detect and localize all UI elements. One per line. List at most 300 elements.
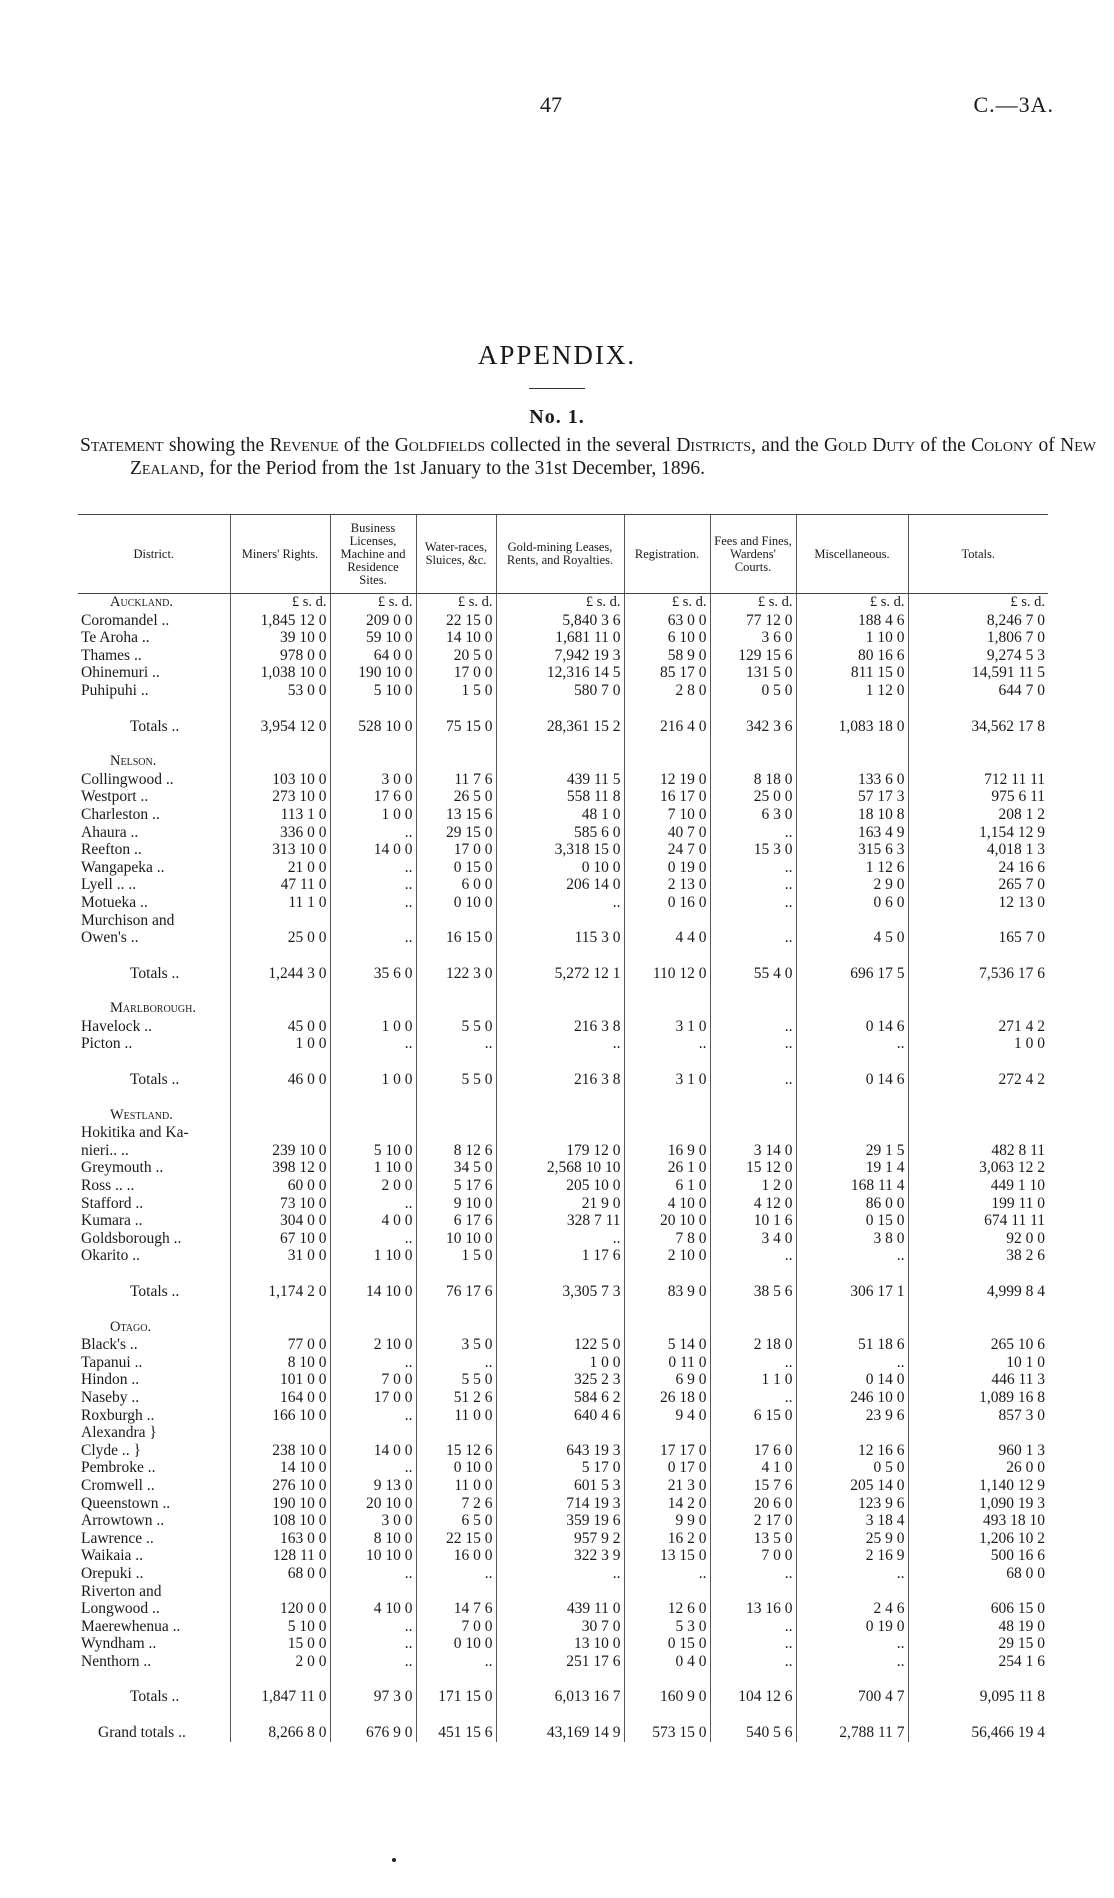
amount-cell: 0 10 0 — [496, 859, 624, 877]
amount-cell: 58 9 0 — [624, 647, 710, 665]
district-cell: Kumara .. — [81, 1212, 143, 1230]
amount-cell — [416, 912, 496, 930]
amount-cell: 0 10 0 — [416, 1459, 496, 1477]
district-cell: Tapanui .. — [81, 1353, 143, 1371]
amount-cell: .. — [796, 1035, 908, 1053]
amount-cell: 15 12 0 — [710, 1159, 796, 1177]
amount-cell: 5 10 0 — [330, 1142, 416, 1160]
amount-cell: 960 1 3 — [908, 1442, 1048, 1460]
amount-cell: 14 0 0 — [330, 1442, 416, 1460]
amount-cell: 19 1 4 — [796, 1159, 908, 1177]
amount-cell: .. — [330, 1618, 416, 1636]
amount-cell: 3 6 0 — [710, 629, 796, 647]
district-cell: Totals .. — [130, 1071, 180, 1089]
unit-cell: £ s. d. — [496, 594, 624, 612]
amount-cell: 9,274 5 3 — [908, 647, 1048, 665]
column-header: District. — [78, 515, 230, 594]
amount-cell: 0 4 0 — [624, 1653, 710, 1671]
amount-cell: 11 0 0 — [416, 1407, 496, 1425]
units-row — [78, 594, 1048, 612]
district-cell: Ohinemuri .. — [81, 664, 160, 682]
amount-cell: 216 3 8 — [496, 1018, 624, 1036]
amount-cell: 63 0 0 — [624, 612, 710, 630]
amount-cell — [496, 1124, 624, 1142]
amount-cell: 0 5 0 — [710, 682, 796, 700]
table-row — [78, 1547, 1048, 1565]
district-cell: Ross .. .. — [81, 1177, 135, 1195]
amount-cell: .. — [710, 894, 796, 912]
amount-cell: 21 9 0 — [496, 1195, 624, 1213]
amount-cell: 163 4 9 — [796, 824, 908, 842]
table-row — [78, 1512, 1048, 1530]
amount-cell: 2 9 0 — [796, 876, 908, 894]
amount-cell: 2,568 10 10 — [496, 1159, 624, 1177]
amount-cell: 1,244 3 0 — [230, 965, 330, 983]
table-row — [78, 1442, 1048, 1460]
column-header: Gold-mining Leases, Rents, and Royalties. — [496, 515, 624, 594]
amount-cell: 0 10 0 — [416, 1635, 496, 1653]
amount-cell: .. — [710, 1035, 796, 1053]
amount-cell: 3 1 0 — [624, 1071, 710, 1089]
amount-cell: 1,140 12 9 — [908, 1477, 1048, 1495]
amount-cell: 342 3 6 — [710, 718, 796, 736]
section-heading: Westland. — [110, 1106, 173, 1123]
unit-cell: £ s. d. — [710, 594, 796, 612]
amount-cell: 714 19 3 — [496, 1495, 624, 1513]
amount-cell: .. — [710, 1247, 796, 1265]
amount-cell: 2 8 0 — [624, 682, 710, 700]
table-row — [78, 1653, 1048, 1671]
totals-row — [78, 718, 1048, 736]
amount-cell: 38 5 6 — [710, 1283, 796, 1301]
table-row — [78, 1565, 1048, 1583]
amount-cell: .. — [330, 1035, 416, 1053]
amount-cell: 306 17 1 — [796, 1283, 908, 1301]
amount-cell — [908, 1424, 1048, 1442]
amount-cell — [230, 1424, 330, 1442]
amount-cell: 29 15 0 — [416, 824, 496, 842]
amount-cell: .. — [710, 1018, 796, 1036]
amount-cell — [710, 1124, 796, 1142]
amount-cell: 13 15 0 — [624, 1547, 710, 1565]
amount-cell: 56,466 19 4 — [908, 1724, 1048, 1742]
amount-cell: 108 10 0 — [230, 1512, 330, 1530]
statement-caption: Statement showing the Revenue of the Goldfields collected in the several Districts, and the Gold Duty of the Colony of New Zealand, for the Period from the 1st January to the 31st December, 1896. — [80, 435, 1096, 479]
amount-cell: 13 10 0 — [496, 1635, 624, 1653]
amount-cell: 0 5 0 — [796, 1459, 908, 1477]
amount-cell: 3,063 12 2 — [908, 1159, 1048, 1177]
section-row — [78, 753, 1048, 771]
amount-cell: 1 10 0 — [330, 1247, 416, 1265]
amount-cell: 9,095 11 8 — [908, 1688, 1048, 1706]
amount-cell: 5 3 0 — [624, 1618, 710, 1636]
amount-cell: 1 17 6 — [496, 1247, 624, 1265]
column-header: Miners' Rights. — [230, 515, 330, 594]
amount-cell: 190 10 0 — [330, 664, 416, 682]
district-cell: Greymouth .. — [81, 1159, 164, 1177]
amount-cell: 7 0 0 — [330, 1371, 416, 1389]
revenue-table — [78, 514, 1048, 1742]
amount-cell: 122 5 0 — [496, 1336, 624, 1354]
amount-cell: 48 1 0 — [496, 806, 624, 824]
table-row — [78, 1600, 1048, 1618]
district-cell: Naseby .. — [81, 1388, 140, 1406]
amount-cell: 5 5 0 — [416, 1071, 496, 1089]
amount-cell — [908, 912, 1048, 930]
district-cell: Alexandra } — [81, 1424, 157, 1442]
amount-cell: 92 0 0 — [908, 1230, 1048, 1248]
district-cell: Totals .. — [130, 1283, 180, 1300]
amount-cell: .. — [710, 876, 796, 894]
amount-cell: 5,272 12 1 — [496, 965, 624, 983]
amount-cell: 4 1 0 — [710, 1459, 796, 1477]
amount-cell: .. — [330, 824, 416, 842]
spacer-row — [78, 735, 1048, 753]
unit-cell: £ s. d. — [330, 594, 416, 612]
district-cell: nieri.. .. — [81, 1141, 129, 1159]
amount-cell: 163 0 0 — [230, 1530, 330, 1548]
amount-cell: 24 16 6 — [908, 859, 1048, 877]
amount-cell — [624, 1124, 710, 1142]
unit-cell: £ s. d. — [908, 594, 1048, 612]
amount-cell: 1,174 2 0 — [230, 1283, 330, 1301]
amount-cell: 68 0 0 — [230, 1565, 330, 1583]
table-row — [78, 1635, 1048, 1653]
amount-cell: 272 4 2 — [908, 1071, 1048, 1089]
amount-cell: 238 10 0 — [230, 1442, 330, 1460]
amount-cell: 644 7 0 — [908, 682, 1048, 700]
amount-cell: 51 2 6 — [416, 1389, 496, 1407]
amount-cell: 12 19 0 — [624, 771, 710, 789]
amount-cell: 1 12 6 — [796, 859, 908, 877]
column-header: Fees and Fines, Wardens' Courts. — [710, 515, 796, 594]
amount-cell: 1 0 0 — [908, 1035, 1048, 1053]
amount-cell: 322 3 9 — [496, 1547, 624, 1565]
district-cell: Havelock .. — [81, 1017, 153, 1035]
section-row — [78, 1000, 1048, 1018]
amount-cell: 1,845 12 0 — [230, 612, 330, 630]
amount-cell: 857 3 0 — [908, 1407, 1048, 1425]
amount-cell: 700 4 7 — [796, 1688, 908, 1706]
amount-cell: 25 0 0 — [710, 788, 796, 806]
column-header: Miscellaneous. — [796, 515, 908, 594]
amount-cell — [416, 1124, 496, 1142]
amount-cell: 120 0 0 — [230, 1600, 330, 1618]
spacer-row — [78, 1053, 1048, 1071]
amount-cell: 11 1 0 — [230, 894, 330, 912]
table-row — [78, 647, 1048, 665]
amount-cell: 3,954 12 0 — [230, 718, 330, 736]
amount-cell — [230, 1583, 330, 1601]
amount-cell — [796, 1424, 908, 1442]
amount-cell: 115 3 0 — [496, 929, 624, 947]
amount-cell: 0 14 6 — [796, 1071, 908, 1089]
amount-cell: 573 15 0 — [624, 1724, 710, 1742]
amount-cell: 68 0 0 — [908, 1565, 1048, 1583]
amount-cell: 14,591 11 5 — [908, 664, 1048, 682]
district-cell: Totals .. — [130, 717, 180, 735]
amount-cell: 14 10 0 — [330, 1283, 416, 1301]
amount-cell: 1 2 0 — [710, 1177, 796, 1195]
district-cell: Orepuki .. — [81, 1564, 144, 1582]
amount-cell: 712 11 11 — [908, 771, 1048, 789]
amount-cell: 4 12 0 — [710, 1195, 796, 1213]
amount-cell — [710, 912, 796, 930]
amount-cell: 6 5 0 — [416, 1512, 496, 1530]
amount-cell: 0 16 0 — [624, 894, 710, 912]
amount-cell: 5 17 6 — [416, 1177, 496, 1195]
amount-cell: 9 13 0 — [330, 1477, 416, 1495]
amount-cell: 1 5 0 — [416, 1247, 496, 1265]
amount-cell: 12,316 14 5 — [496, 664, 624, 682]
amount-cell: 3 8 0 — [796, 1230, 908, 1248]
amount-cell — [624, 1583, 710, 1601]
amount-cell: 26 5 0 — [416, 788, 496, 806]
amount-cell: 482 8 11 — [908, 1142, 1048, 1160]
amount-cell: 26 0 0 — [908, 1459, 1048, 1477]
amount-cell — [230, 1124, 330, 1142]
amount-cell: 13 5 0 — [710, 1530, 796, 1548]
amount-cell: 17 0 0 — [330, 1389, 416, 1407]
amount-cell: .. — [330, 1195, 416, 1213]
amount-cell: 9 9 0 — [624, 1512, 710, 1530]
amount-cell: 0 14 0 — [796, 1371, 908, 1389]
amount-cell: 45 0 0 — [230, 1018, 330, 1036]
spacer-row — [78, 1301, 1048, 1319]
district-cell: Motueka .. — [81, 893, 148, 911]
amount-cell: .. — [796, 1653, 908, 1671]
amount-cell: 336 0 0 — [230, 824, 330, 842]
appendix-title: APPENDIX. — [477, 340, 637, 370]
amount-cell: 113 1 0 — [230, 806, 330, 824]
amount-cell: 208 1 2 — [908, 806, 1048, 824]
amount-cell: 540 5 6 — [710, 1724, 796, 1742]
table-row — [78, 1424, 1048, 1442]
amount-cell: 16 15 0 — [416, 929, 496, 947]
amount-cell: 64 0 0 — [330, 647, 416, 665]
amount-cell: 1,038 10 0 — [230, 664, 330, 682]
amount-cell: 10 1 0 — [908, 1354, 1048, 1372]
amount-cell: .. — [710, 1354, 796, 1372]
amount-cell: 2 17 0 — [710, 1512, 796, 1530]
amount-cell: 29 15 0 — [908, 1635, 1048, 1653]
amount-cell: 0 11 0 — [624, 1354, 710, 1372]
amount-cell: .. — [710, 929, 796, 947]
amount-cell: 160 9 0 — [624, 1688, 710, 1706]
amount-cell: 13 16 0 — [710, 1600, 796, 1618]
amount-cell: 18 10 8 — [796, 806, 908, 824]
amount-cell: .. — [416, 1653, 496, 1671]
district-cell: Grand totals .. — [98, 1724, 186, 1742]
amount-cell: .. — [330, 876, 416, 894]
amount-cell: 6 10 0 — [624, 629, 710, 647]
amount-cell: 1 1 0 — [710, 1371, 796, 1389]
section-heading: Marlborough. — [110, 1000, 196, 1017]
amount-cell — [230, 912, 330, 930]
amount-cell: .. — [796, 1354, 908, 1372]
amount-cell: 7 8 0 — [624, 1230, 710, 1248]
table-row — [78, 629, 1048, 647]
amount-cell: 3,318 15 0 — [496, 841, 624, 859]
amount-cell: 451 15 6 — [416, 1724, 496, 1742]
amount-cell — [330, 1583, 416, 1601]
district-cell: Thames .. — [81, 646, 142, 664]
amount-cell: 103 10 0 — [230, 771, 330, 789]
amount-cell — [796, 1583, 908, 1601]
amount-cell: 6 15 0 — [710, 1407, 796, 1425]
amount-cell: 7 2 6 — [416, 1495, 496, 1513]
amount-cell: 276 10 0 — [230, 1477, 330, 1495]
amount-cell — [330, 1424, 416, 1442]
amount-cell: 97 3 0 — [330, 1688, 416, 1706]
amount-cell — [624, 912, 710, 930]
amount-cell: 15 12 6 — [416, 1442, 496, 1460]
amount-cell: 38 2 6 — [908, 1247, 1048, 1265]
amount-cell: .. — [416, 1035, 496, 1053]
district-cell: Riverton and — [81, 1582, 162, 1600]
title-rule — [529, 388, 585, 389]
amount-cell: 15 0 0 — [230, 1635, 330, 1653]
table-row — [78, 1142, 1048, 1160]
table-row — [78, 876, 1048, 894]
amount-cell: 206 14 0 — [496, 876, 624, 894]
section-heading: Otago. — [110, 1318, 152, 1335]
amount-cell: 271 4 2 — [908, 1018, 1048, 1036]
district-cell: Collingwood .. — [81, 770, 174, 788]
column-header: Totals. — [908, 515, 1048, 594]
amount-cell: .. — [796, 1565, 908, 1583]
amount-cell: 643 19 3 — [496, 1442, 624, 1460]
amount-cell: .. — [496, 1565, 624, 1583]
district-cell: Ahaura .. — [81, 823, 139, 841]
amount-cell: 77 0 0 — [230, 1336, 330, 1354]
amount-cell: 205 10 0 — [496, 1177, 624, 1195]
amount-cell: 3,305 7 3 — [496, 1283, 624, 1301]
amount-cell: 86 0 0 — [796, 1195, 908, 1213]
amount-cell: 398 12 0 — [230, 1159, 330, 1177]
amount-cell: 73 10 0 — [230, 1195, 330, 1213]
amount-cell: 2 10 0 — [330, 1336, 416, 1354]
amount-cell: .. — [416, 1565, 496, 1583]
amount-cell: 5 10 0 — [330, 682, 416, 700]
amount-cell: 5,840 3 6 — [496, 612, 624, 630]
section-row — [78, 1319, 1048, 1337]
amount-cell: 978 0 0 — [230, 647, 330, 665]
amount-cell: 60 0 0 — [230, 1177, 330, 1195]
amount-cell: 325 2 3 — [496, 1371, 624, 1389]
district-cell: Owen's .. — [81, 929, 139, 947]
district-cell: Hokitika and Ka- — [81, 1124, 189, 1142]
amount-cell: 3 0 0 — [330, 771, 416, 789]
district-cell: Goldsborough .. — [81, 1229, 182, 1247]
amount-cell — [624, 1424, 710, 1442]
amount-cell: .. — [496, 894, 624, 912]
table-row — [78, 1371, 1048, 1389]
amount-cell: 166 10 0 — [230, 1407, 330, 1425]
amount-cell: 190 10 0 — [230, 1495, 330, 1513]
district-cell: Cromwell .. — [81, 1476, 155, 1494]
amount-cell: 40 7 0 — [624, 824, 710, 842]
table-row — [78, 1247, 1048, 1265]
amount-cell: 15 3 0 — [710, 841, 796, 859]
amount-cell: 55 4 0 — [710, 965, 796, 983]
amount-cell: 1 10 0 — [330, 1159, 416, 1177]
district-cell: Westport .. — [81, 788, 149, 806]
district-cell: Picton .. — [81, 1035, 133, 1053]
amount-cell: 2 18 0 — [710, 1336, 796, 1354]
spacer-row — [78, 700, 1048, 718]
section-row — [78, 1107, 1048, 1125]
amount-cell: 3 14 0 — [710, 1142, 796, 1160]
amount-cell: 216 4 0 — [624, 718, 710, 736]
amount-cell: 11 7 6 — [416, 771, 496, 789]
amount-cell: 76 17 6 — [416, 1283, 496, 1301]
spacer-row — [78, 1670, 1048, 1688]
amount-cell: .. — [496, 1035, 624, 1053]
amount-cell: 1 0 0 — [496, 1354, 624, 1372]
amount-cell: 80 16 6 — [796, 647, 908, 665]
amount-cell: 359 19 6 — [496, 1512, 624, 1530]
column-header: Water-races, Sluices, &c. — [416, 515, 496, 594]
table-row — [78, 1124, 1048, 1142]
amount-cell: 6 17 6 — [416, 1212, 496, 1230]
amount-cell: 16 17 0 — [624, 788, 710, 806]
amount-cell: 1 0 0 — [330, 806, 416, 824]
district-cell: Stafford .. — [81, 1194, 144, 1212]
amount-cell: 205 14 0 — [796, 1477, 908, 1495]
amount-cell: 9 10 0 — [416, 1195, 496, 1213]
page-number: 47 — [540, 92, 562, 117]
amount-cell: 0 19 0 — [796, 1618, 908, 1636]
amount-cell: .. — [330, 929, 416, 947]
totals-row — [78, 965, 1048, 983]
amount-cell: .. — [710, 1565, 796, 1583]
amount-cell: 39 10 0 — [230, 629, 330, 647]
amount-cell: 59 10 0 — [330, 629, 416, 647]
unit-cell: £ s. d. — [796, 594, 908, 612]
amount-cell: .. — [624, 1565, 710, 1583]
amount-cell: .. — [710, 1071, 796, 1089]
amount-cell: 20 5 0 — [416, 647, 496, 665]
amount-cell: 9 4 0 — [624, 1407, 710, 1425]
amount-cell: 104 12 6 — [710, 1688, 796, 1706]
amount-cell: 7 0 0 — [416, 1618, 496, 1636]
amount-cell: 0 17 0 — [624, 1459, 710, 1477]
amount-cell: 1 0 0 — [230, 1035, 330, 1053]
amount-cell: 7,536 17 6 — [908, 965, 1048, 983]
amount-cell: 15 7 6 — [710, 1477, 796, 1495]
district-cell: Te Aroha .. — [81, 629, 150, 647]
amount-cell: 209 0 0 — [330, 612, 416, 630]
amount-cell: 957 9 2 — [496, 1530, 624, 1548]
table-row — [78, 1159, 1048, 1177]
amount-cell: 6 1 0 — [624, 1177, 710, 1195]
amount-cell: 17 6 0 — [710, 1442, 796, 1460]
amount-cell: 811 15 0 — [796, 664, 908, 682]
amount-cell: 24 7 0 — [624, 841, 710, 859]
unit-cell: £ s. d. — [624, 594, 710, 612]
amount-cell: 26 18 0 — [624, 1389, 710, 1407]
column-header: Business Licenses, Machine and Residence Sites. — [330, 515, 416, 594]
district-cell: Okarito .. — [81, 1247, 140, 1265]
statement-number: No. 1. — [529, 406, 585, 428]
amount-cell — [908, 1583, 1048, 1601]
unit-cell: £ s. d. — [230, 594, 330, 612]
amount-cell: 2,788 11 7 — [796, 1724, 908, 1742]
totals-row — [78, 1688, 1048, 1706]
amount-cell: 7,942 19 3 — [496, 647, 624, 665]
totals-row — [78, 1283, 1048, 1301]
